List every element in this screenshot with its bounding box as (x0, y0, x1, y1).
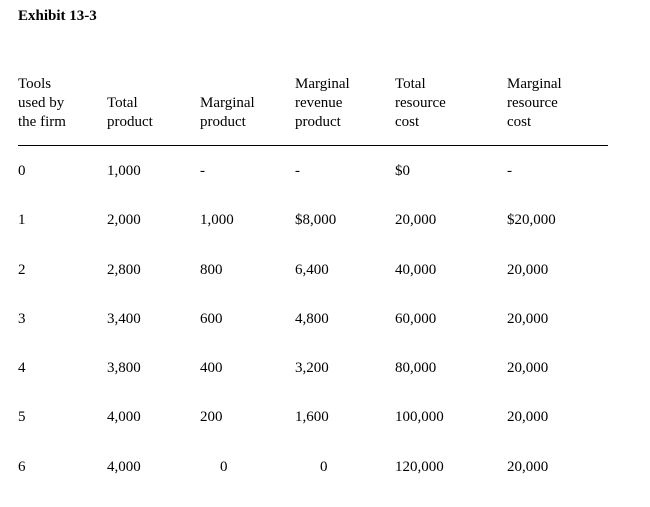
cell-total-resource-cost: 80,000 (395, 360, 437, 377)
cell-marginal-resource-cost: 20,000 (507, 310, 549, 327)
cell-marginal-resource-cost: - (507, 163, 512, 179)
cell-marginal-product: 1,000 (200, 212, 234, 229)
table-row (18, 211, 608, 260)
cell-marginal-product: 400 (200, 360, 223, 377)
cell-marginal-resource-cost: $20,000 (507, 212, 556, 229)
cell-total-product: 4,000 (107, 458, 141, 475)
table-header (18, 78, 608, 132)
cell-marginal-product: 600 (200, 310, 223, 327)
cell-marginal-product: 800 (200, 261, 223, 278)
cell-marginal-product: - (200, 163, 205, 179)
cell-marginal-revenue-product: 6,400 (295, 261, 329, 278)
cell-total-product: 2,800 (107, 261, 141, 278)
cell-marginal-revenue-product: 0 (320, 458, 328, 475)
cell-total-resource-cost: 100,000 (395, 409, 444, 426)
cell-tools: 3 (18, 310, 26, 327)
cell-marginal-resource-cost: 20,000 (507, 458, 549, 475)
header-marginal-resource-cost: Marginal resource cost (507, 76, 562, 130)
cell-total-resource-cost: $0 (395, 163, 410, 179)
cell-tools: 2 (18, 261, 26, 278)
cell-marginal-resource-cost: 20,000 (507, 360, 549, 377)
cell-tools: 1 (18, 212, 26, 229)
cell-marginal-product: 200 (200, 409, 223, 426)
cell-marginal-resource-cost: 20,000 (507, 409, 549, 426)
cell-marginal-revenue-product: 3,200 (295, 360, 329, 377)
exhibit-title: Exhibit 13-3 (18, 8, 97, 24)
cell-total-resource-cost: 120,000 (395, 458, 444, 475)
header-marginal-product: Marginal product (200, 95, 255, 130)
cell-total-product: 3,800 (107, 360, 141, 377)
table-body (18, 162, 608, 507)
cell-total-resource-cost: 60,000 (395, 310, 437, 327)
table-row (18, 359, 608, 408)
cell-marginal-resource-cost: 20,000 (507, 261, 549, 278)
header-total-resource-cost: Total resource cost (395, 76, 446, 130)
cell-total-product: 3,400 (107, 310, 141, 327)
cell-tools: 5 (18, 409, 26, 426)
cell-total-product: 4,000 (107, 409, 141, 426)
cell-tools: 4 (18, 360, 26, 377)
cell-tools: 6 (18, 458, 26, 475)
cell-total-resource-cost: 20,000 (395, 212, 437, 229)
table-row (18, 408, 608, 457)
cell-marginal-revenue-product: 1,600 (295, 409, 329, 426)
cell-marginal-product: 0 (220, 458, 228, 475)
data-table (18, 76, 608, 475)
cell-marginal-revenue-product: - (295, 163, 300, 179)
table-row (18, 261, 608, 310)
table-row (18, 458, 608, 507)
header-marginal-revenue-product: Marginal revenue product (295, 76, 350, 130)
table-row (18, 162, 608, 211)
cell-tools: 0 (18, 163, 26, 179)
table-row (18, 310, 608, 359)
cell-marginal-revenue-product: 4,800 (295, 310, 329, 327)
header-divider (18, 145, 608, 146)
cell-total-resource-cost: 40,000 (395, 261, 437, 278)
cell-total-product: 2,000 (107, 212, 141, 229)
cell-marginal-revenue-product: $8,000 (295, 212, 337, 229)
header-tools-used: Tools used by the firm (18, 76, 66, 130)
cell-total-product: 1,000 (107, 163, 141, 179)
header-total-product: Total product (107, 95, 153, 130)
